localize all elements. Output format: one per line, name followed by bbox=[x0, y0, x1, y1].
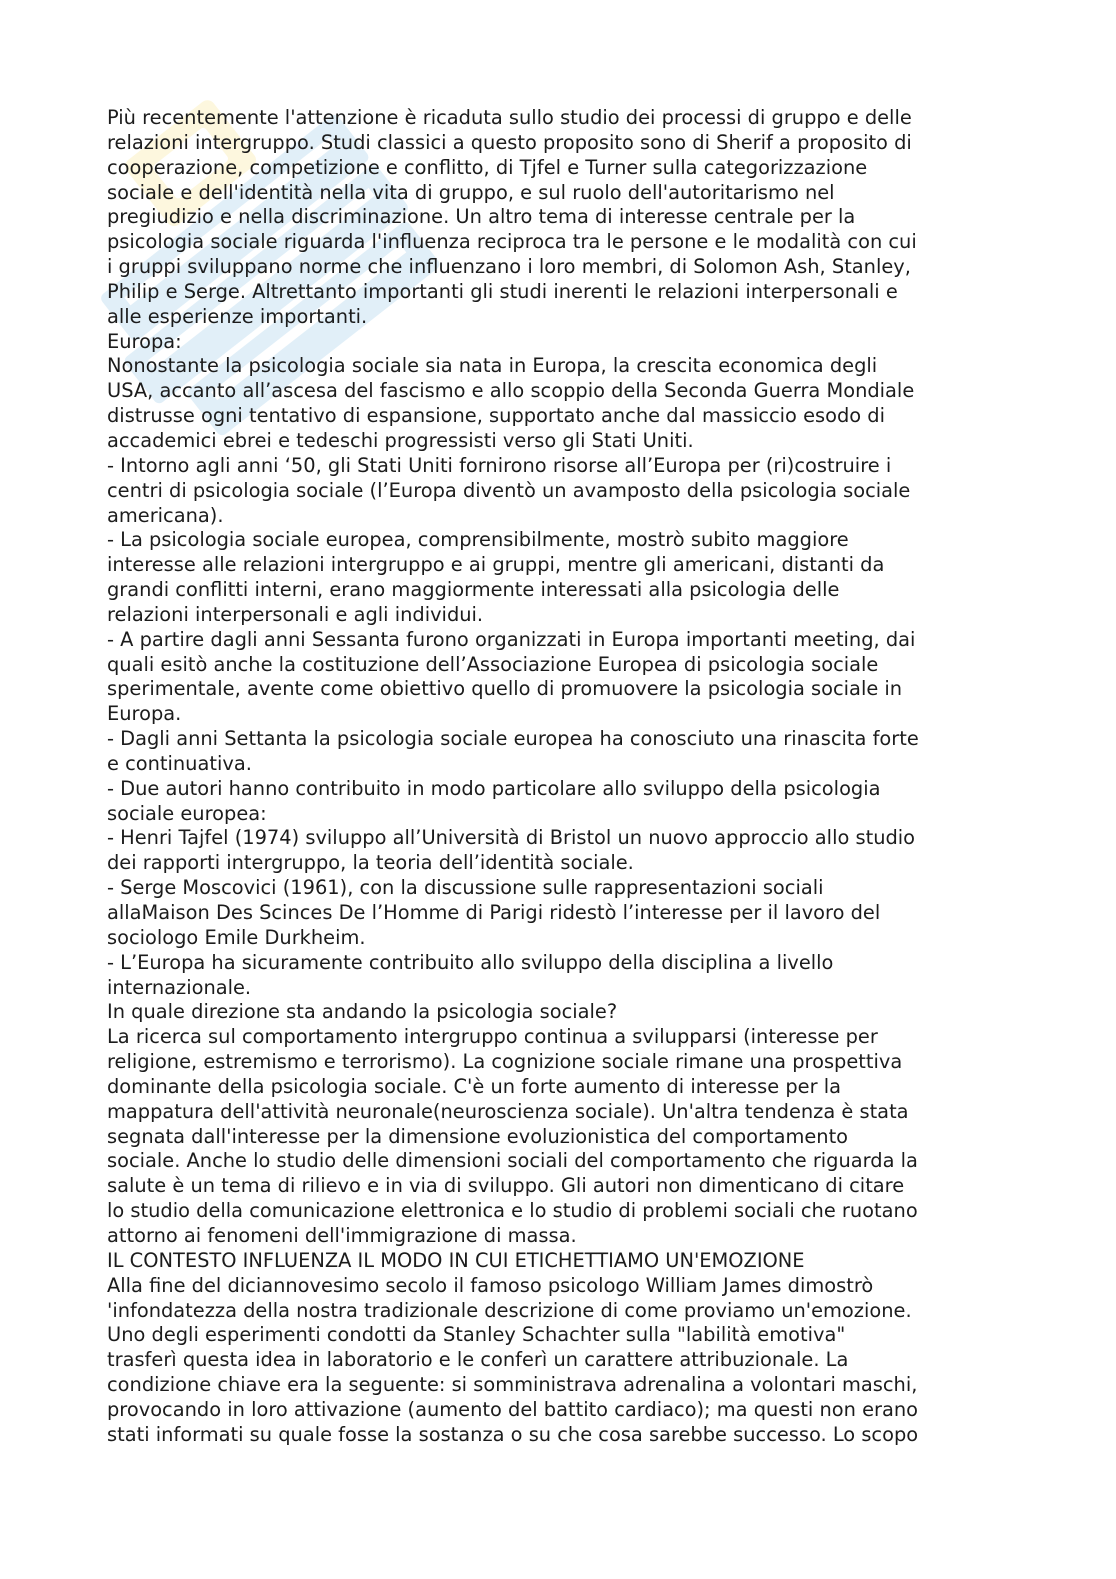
text-line: mappatura dell'attività neuronale(neuroscienza sociale). Un'altra tendenza è stata bbox=[107, 1099, 909, 1123]
text-line: - Henri Tajfel (1974) sviluppo all’Università di Bristol un nuovo approccio allo studio bbox=[107, 826, 916, 850]
text-line: USA, accanto all’ascesa del fascismo e allo scoppio della Seconda Guerra Mondiale bbox=[107, 379, 915, 403]
text-line: relazioni interpersonali e agli individui. bbox=[107, 602, 484, 626]
text-line: Europa: bbox=[107, 329, 182, 353]
text-line: psicologia sociale riguarda l'influenza reciproca tra le persone e le modalità con cui bbox=[107, 230, 917, 254]
document-body bbox=[107, 106, 1012, 1448]
text-line: alle esperienze importanti. bbox=[107, 304, 368, 328]
text-line: quali esitò anche la costituzione dell’Associazione Europea di psicologia sociale bbox=[107, 652, 879, 676]
text-line: segnata dall'interesse per la dimensione evoluzionistica del comportamento bbox=[107, 1124, 849, 1148]
text-line: sociale europea: bbox=[107, 801, 267, 825]
text-line: - Serge Moscovici (1961), con la discussione sulle rappresentazioni sociali bbox=[107, 876, 824, 900]
text-line: relazioni intergruppo. Studi classici a questo proposito sono di Sherif a proposito di bbox=[107, 130, 912, 154]
text-line: e continuativa. bbox=[107, 751, 252, 775]
text-line: - A partire dagli anni Sessanta furono organizzati in Europa importanti meeting, dai bbox=[107, 627, 916, 651]
text-line: grandi conflitti interni, erano maggiormente interessati alla psicologia delle bbox=[107, 578, 840, 602]
text-line: stati informati su quale fosse la sostanza o su che cosa sarebbe successo. Lo scopo bbox=[107, 1422, 919, 1446]
text-line: - La psicologia sociale europea, comprensibilmente, mostrò subito maggiore bbox=[107, 528, 849, 552]
text-line: sociale. Anche lo studio delle dimensioni sociali del comportamento che riguarda la bbox=[107, 1149, 918, 1173]
text-line: sociologo Emile Durkheim. bbox=[107, 925, 366, 949]
text-line: salute è un tema di rilievo e in via di sviluppo. Gli autori non dimenticano di citare bbox=[107, 1174, 905, 1198]
text-line: 'infondatezza della nostra tradizionale descrizione di come proviamo un'emozione. bbox=[107, 1298, 912, 1322]
text-line: pregiudizio e nella discriminazione. Un altro tema di interesse centrale per la bbox=[107, 205, 856, 229]
text-line: dominante della psicologia sociale. C'è un forte aumento di interesse per la bbox=[107, 1074, 841, 1098]
text-line: - Intorno agli anni ‘50, gli Stati Uniti fornirono risorse all’Europa per (ri)costruire i bbox=[107, 453, 892, 477]
text-line: - L’Europa ha sicuramente contribuito allo sviluppo della disciplina a livello bbox=[107, 950, 834, 974]
text-line: Nonostante la psicologia sociale sia nata in Europa, la crescita economica degli bbox=[107, 354, 878, 378]
text-line: Alla fine del diciannovesimo secolo il famoso psicologo William James dimostrò bbox=[107, 1273, 874, 1297]
text-line: Philip e Serge. Altrettanto importanti gli studi inerenti le relazioni interpersonali e bbox=[107, 279, 898, 303]
text-line: Uno degli esperimenti condotti da Stanley Schachter sulla "labilità emotiva" bbox=[107, 1323, 846, 1347]
text-line: - Due autori hanno contribuito in modo particolare allo sviluppo della psicologia bbox=[107, 776, 881, 800]
text-line: - Dagli anni Settanta la psicologia sociale europea ha conosciuto una rinascita forte bbox=[107, 727, 919, 751]
text-line: provocando in loro attivazione (aumento del battito cardiaco); ma questi non erano bbox=[107, 1397, 919, 1421]
text-line: religione, estremismo e terrorismo). La cognizione sociale rimane una prospettiva bbox=[107, 1050, 903, 1074]
text-line: sperimentale, avente come obiettivo quello di promuovere la psicologia sociale in bbox=[107, 677, 903, 701]
text-line: dei rapporti intergruppo, la teoria dell’identità sociale. bbox=[107, 851, 634, 875]
text-line: IL CONTESTO INFLUENZA IL MODO IN CUI ETICHETTIAMO UN'EMOZIONE bbox=[107, 1248, 805, 1272]
text-line: trasferì questa idea in laboratorio e le conferì un carattere attribuzionale. La bbox=[107, 1348, 849, 1372]
text-line: accademici ebrei e tedeschi progressisti verso gli Stati Uniti. bbox=[107, 428, 694, 452]
text-line: La ricerca sul comportamento intergruppo continua a svilupparsi (interesse per bbox=[107, 1025, 878, 1049]
text-line: i gruppi sviluppano norme che influenzano i loro membri, di Solomon Ash, Stanley, bbox=[107, 255, 911, 279]
text-line: internazionale. bbox=[107, 975, 252, 999]
text-line: allaMaison Des Scinces De l’Homme di Parigi ridestò l’interesse per il lavoro del bbox=[107, 901, 881, 924]
text-line: Più recentemente l'attenzione è ricaduta sullo studio dei processi di gruppo e delle bbox=[107, 106, 912, 129]
text-line: interesse alle relazioni intergruppo e ai gruppi, mentre gli americani, distanti da bbox=[107, 553, 885, 577]
text-line: Europa. bbox=[107, 702, 182, 726]
text-line: In quale direzione sta andando la psicologia sociale? bbox=[107, 1000, 618, 1024]
text-line: sociale e dell'identità nella vita di gruppo, e sul ruolo dell'autoritarismo nel bbox=[107, 180, 835, 204]
text-line: distrusse ogni tentativo di espansione, supportato anche dal massiccio esodo di bbox=[107, 404, 885, 428]
text-line: condizione chiave era la seguente: si somministrava adrenalina a volontari maschi, bbox=[107, 1373, 918, 1397]
text-line: centri di psicologia sociale (l’Europa diventò un avamposto della psicologia sociale bbox=[107, 478, 911, 502]
text-line: americana). bbox=[107, 503, 224, 527]
text-line: cooperazione, competizione e conflitto, di Tjfel e Turner sulla categorizzazione bbox=[107, 155, 868, 179]
text-line: lo studio della comunicazione elettronica e lo studio di problemi sociali che ruotano bbox=[107, 1199, 918, 1223]
text-line: attorno ai fenomeni dell'immigrazione di massa. bbox=[107, 1223, 577, 1247]
